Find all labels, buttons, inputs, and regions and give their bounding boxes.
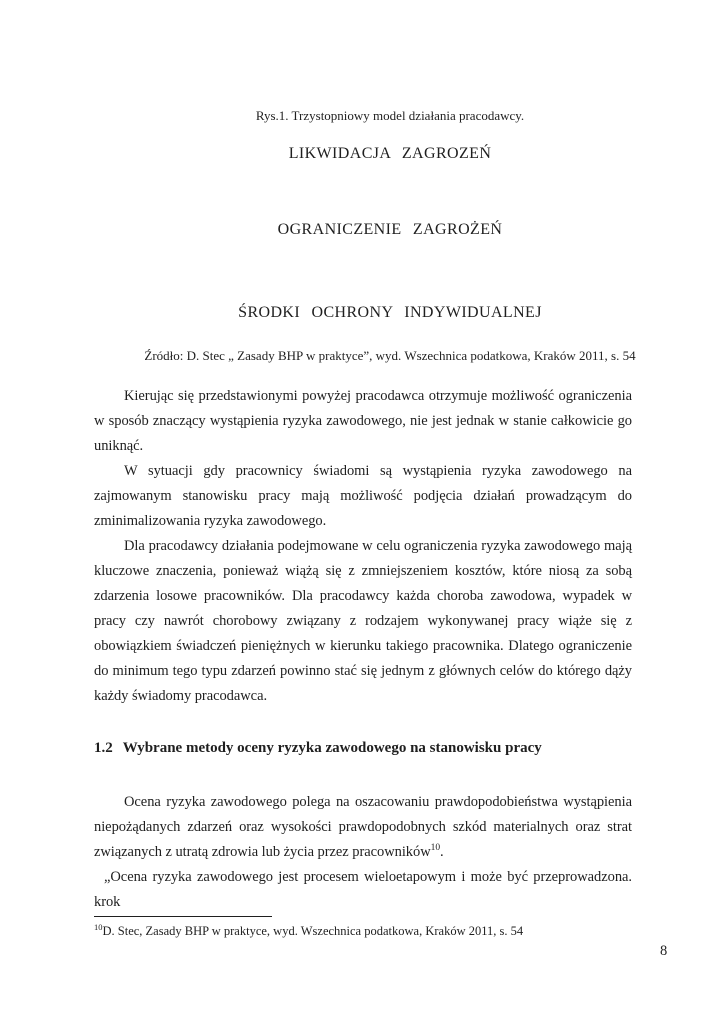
paragraph-4-period: .: [440, 844, 444, 860]
paragraph-3: Dla pracodawcy działania podejmowane w celu ograniczenia ryzyka zawodowego mają kluczowe znaczenia, ponieważ wiążą się z zmniejszeniem kosztów, które niosą za sobą zdarzenia losowe pracowników. Dla pracodawcy każda choroba zawodowa, wypadek w pracy czy nawrót chorobowy związany z rodzajem wykonywanej pracy wiąże się z obowiązkiem świadczeń pieniężnych w kierunku takiego pracownika. Dlatego ograniczenie do minimum tego typu zdarzeń powinno stać się jednym z głównych celów do którego dąży każdy świadomy pracodawca.: [94, 538, 632, 704]
paragraph-1: Kierując się przedstawionymi powyżej pracodawca otrzymuje możliwość ograniczenia w sposób znaczący wystąpienia ryzyka zawodowego, nie jest jednak w stanie całkowicie go uniknąć.: [94, 388, 632, 454]
footnote-separator: [94, 916, 272, 917]
footnote-marker: 10: [94, 921, 103, 932]
footnote: [94, 922, 632, 940]
footnote-reference: 10: [430, 843, 441, 854]
figure-caption: Rys.1. Trzystopniowy model działania pracodawcy.: [255, 108, 525, 123]
paragraph-4-text: Ocena ryzyka zawodowego polega na oszacowaniu prawdopodobieństwa wystąpienia niepożądanych zdarzeń oraz wysokości prawdopodobnych szkód materialnych oraz strat związanych z utratą zdrowia lub życia przez pracowników: [94, 794, 632, 860]
footnote-text: D. Stec, Zasady BHP w praktyce, wyd. Wszechnica podatkowa, Kraków 2011, s. 54: [102, 924, 524, 938]
section-heading-text: Wybrane metody oceny ryzyka zawodowego na stanowisku pracy: [122, 740, 542, 756]
section-heading: [94, 736, 632, 761]
figure-level-2: OGRANICZENIE ZAGROŻEŃ: [277, 221, 503, 238]
body-text-block: [94, 384, 632, 709]
body-text-block-2: [94, 790, 632, 915]
paragraph-5: „Ocena ryzyka zawodowego jest procesem wieloetapowym i może być przeprowadzona. krok: [94, 869, 632, 910]
paragraph-2: W sytuacji gdy pracownicy świadomi są wystąpienia ryzyka zawodowego na zajmowanym stanowisku pracy mają możliwość podjęcia działań prowadzącym do zminimalizowania ryzyka zawodowego.: [94, 463, 632, 529]
paragraph-4: [94, 790, 632, 865]
section-heading-number: 1.2: [94, 740, 113, 756]
figure-level-1: LIKWIDACJA ZAGROZEŃ: [288, 145, 492, 162]
figure-level-3: ŚRODKI OCHRONY INDYWIDUALNEJ: [238, 304, 542, 321]
page-number: 8: [660, 943, 668, 959]
figure-source: Źródło: D. Stec „ Zasady BHP w praktyce”, wyd. Wszechnica podatkowa, Kraków 2011, s. 54: [144, 348, 636, 363]
